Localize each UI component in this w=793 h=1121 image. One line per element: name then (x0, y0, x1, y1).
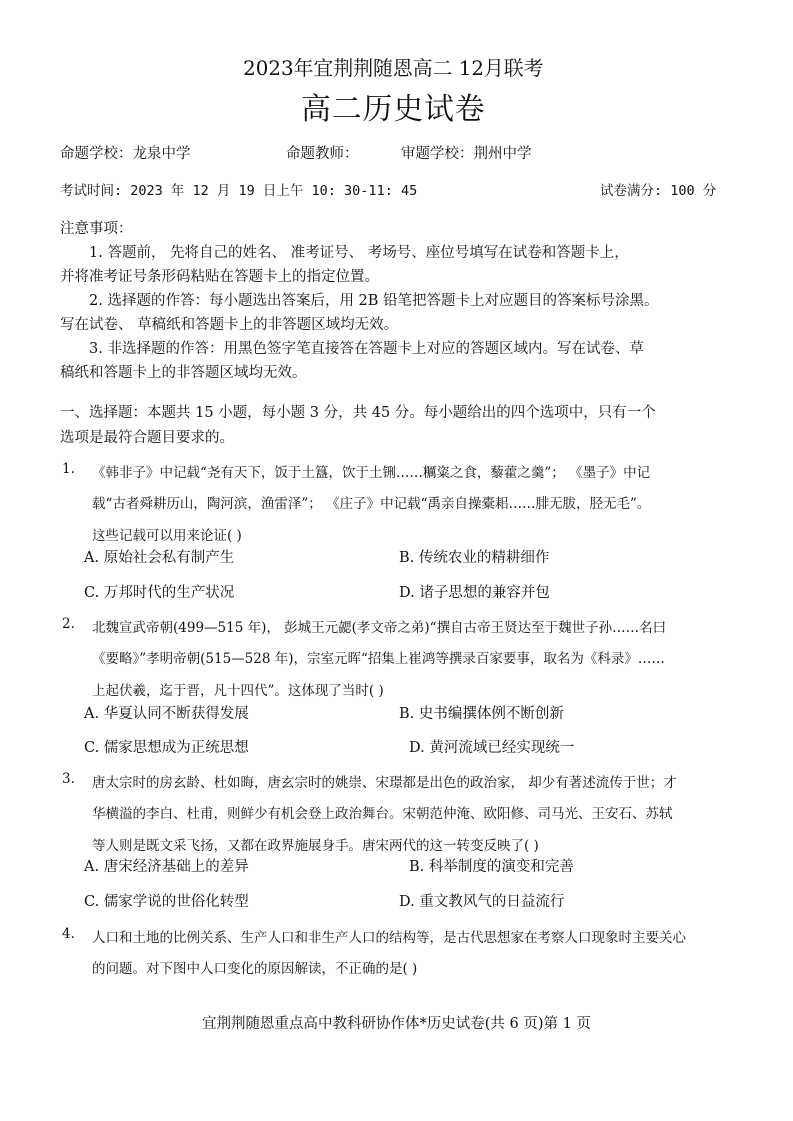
question-3-number: 3. (62, 771, 75, 787)
review-school: 审题学校：荆州中学 (401, 146, 532, 162)
question-2-option-b: B. 史书编撰体例不断创新 (399, 706, 564, 722)
exam-time: 考试时间: 2023 年 12 月 19 日上午 10: 30-11: 45 (60, 183, 418, 199)
question-3-option-b: B. 科举制度的演变和完善 (409, 859, 574, 875)
note-2-line-2: 写在试卷、 草稿纸和答题卡上的非答题区域均无效。 (60, 317, 399, 333)
question-2-stem-line-2: 《要略》”孝明帝朝(515—528 年)，宗室元晖“招集上崔鸿等撰录百家要事，取名为《科录》…… (92, 651, 665, 667)
page-footer: 宜荆荆随恩重点高中教科研协作体*历史试卷(共 6 页)第 1 页 (202, 1016, 591, 1032)
question-3-stem-line-3: 等人则是既文采飞扬，又都在政界施展身手。唐宋两代的这一转变反映了( ) (92, 838, 539, 854)
question-2-stem-line-3: 上起伏羲，迄于晋，凡十四代”。这体现了当时( ) (92, 683, 384, 699)
note-3-line-2: 稿纸和答题卡上的非答题区域均无效。 (60, 365, 307, 381)
paper-title: 高二历史试卷 (301, 92, 486, 127)
note-3-line-1: 3. 非选择题的作答：用黑色签字笔直接答在答题卡上对应的答题区域内。写在试卷、草 (89, 341, 644, 357)
question-2-number: 2. (62, 616, 75, 632)
question-1-stem-line-2: 载“古者舜耕历山，陶河滨，渔雷泽”； 《庄子》中记载“禹亲自操橐耜……腓无胈，胫无毛”。 (92, 496, 651, 512)
note-1-line-2: 并将准考证号条形码粘贴在答题卡上的指定位置。 (60, 269, 379, 285)
question-3-stem-line-2: 华横溢的李白、杜甫，则鲜少有机会登上政治舞台。宋朝范仲淹、欧阳修、司马光、王安石、苏轼 (92, 806, 673, 822)
question-1-stem-line-3: 这些记载可以用来论证( ) (92, 528, 242, 544)
question-1-stem-line-1: 《韩非子》中记载“尧有天下，饭于土簋，饮于土铏……糲粢之食，藜藿之羹”； 《墨子》中记 (92, 465, 651, 481)
question-3-option-a: A. 唐宋经济基础上的差异 (84, 859, 249, 875)
question-2-stem-line-1: 北魏宣武帝朝(499—515 年)， 彭城王元勰(孝文帝之弟)“撰自古帝王贤达至于魏世子孙……名曰 (92, 620, 667, 636)
question-2-option-c: C. 儒家思想成为正统思想 (84, 740, 249, 756)
question-4-stem-line-2: 的问题。对下图中人口变化的原因解读，不正确的是( ) (92, 961, 418, 977)
setter-school: 命题学校：龙泉中学 (60, 146, 191, 162)
note-1-line-1: 1. 答题前， 先将自己的姓名、 准考证号、 考场号、座位号填写在试卷和答题卡上， (89, 245, 629, 261)
question-4-stem-line-1: 人口和土地的比例关系、生产人口和非生产人口的结构等，是古代思想家在考察人口现象时主要关心 (92, 930, 686, 946)
question-1-option-d: D. 诸子思想的兼容并包 (399, 585, 550, 601)
question-2-option-a: A. 华夏认同不断获得发展 (84, 706, 249, 722)
question-1-option-c: C. 万邦时代的生产状况 (84, 585, 235, 601)
question-3-stem-line-1: 唐太宗时的房玄龄、杜如晦，唐玄宗时的姚崇、宋璟都是出色的政治家， 却少有著述流传于世；才 (92, 775, 677, 791)
full-score: 试卷满分: 100 分 (600, 183, 717, 199)
question-3-option-c: C. 儒家学说的世俗化转型 (84, 894, 249, 910)
notes-heading: 注意事项： (60, 221, 133, 237)
question-1-number: 1. (62, 461, 75, 477)
question-2-option-d: D. 黄河流域已经实现统一 (409, 740, 575, 756)
question-4-number: 4. (62, 926, 75, 942)
question-1-option-b: B. 传统农业的精耕细作 (399, 550, 550, 566)
exam-title: 2023年宜荆荆随恩高二 12月联考 (243, 56, 544, 80)
setter-teacher: 命题教师： (286, 146, 359, 162)
note-2-line-1: 2. 选择题的作答：每小题选出答案后，用 2B 铅笔把答题卡上对应题目的答案标号涂黑。 (89, 293, 659, 309)
section-1-instructions-line-2: 选项是最符合题目要求的。 (60, 430, 234, 446)
question-3-option-d: D. 重文教风气的日益流行 (399, 894, 565, 910)
section-1-instructions-line-1: 一、选择题：本题共 15 小题，每小题 3 分，共 45 分。每小题给出的四个选项中，只有一个 (60, 405, 656, 421)
question-1-option-a: A. 原始社会私有制产生 (84, 550, 235, 566)
